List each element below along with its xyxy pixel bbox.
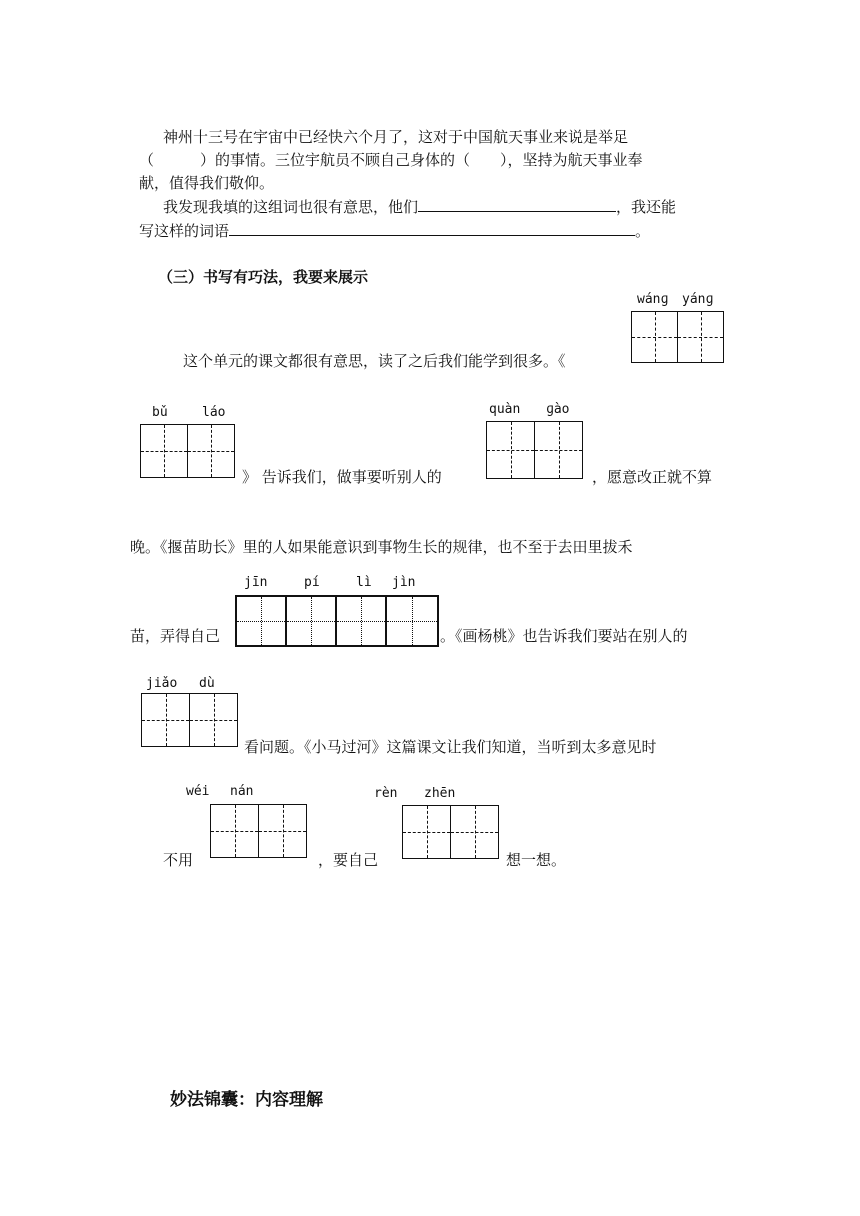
- para2-line2: [139, 219, 650, 242]
- pinyin-nan: nán: [230, 784, 254, 799]
- para2-line1-end: ，我还能: [616, 198, 677, 216]
- text-after-bulao: 》 告诉我们，做事要听别人的: [242, 468, 442, 486]
- pinyin-jin2: jìn: [392, 575, 416, 590]
- answer-underline-1[interactable]: [418, 195, 616, 212]
- tianzige-weinan[interactable]: [210, 804, 307, 858]
- tianzige-bulao[interactable]: [140, 424, 235, 478]
- para1-line2-end: ），坚持为航天事业奉: [500, 151, 643, 169]
- pinyin-quan: quàn: [489, 402, 521, 417]
- pinyin-lao: láo: [202, 405, 226, 420]
- text-buyong: 不用: [163, 851, 194, 869]
- text-after-quangao: ，愿意改正就不算: [592, 468, 713, 486]
- text-yaoziji: ，要自己: [318, 851, 379, 869]
- para1-line2: [139, 149, 643, 171]
- tianzige-jinpilijin[interactable]: [235, 595, 439, 647]
- para2-line2-text: 写这样的词语: [139, 222, 230, 240]
- pinyin-zhen: zhēn: [424, 786, 456, 801]
- tianzige-renzhen[interactable]: [402, 805, 499, 859]
- pinyin-jiao: jiǎo: [146, 676, 178, 691]
- answer-underline-2[interactable]: [229, 219, 635, 236]
- para2-line1: [163, 195, 676, 218]
- pinyin-bu: bǔ: [152, 405, 168, 420]
- pinyin-pi: pí: [304, 575, 320, 590]
- pinyin-ren: rèn: [374, 786, 398, 801]
- para2-line2-end: 。: [635, 222, 651, 240]
- pinyin-gao: ɡào: [546, 402, 570, 417]
- line-wan: 晚。《揠苗助长》里的人如果能意识到事物生长的规律，也不至于去田里拔禾: [130, 538, 633, 556]
- intro-text: 这个单元的课文都很有意思，读了之后我们能学到很多。《: [183, 352, 566, 370]
- text-miao: 苗，弄得自己: [130, 627, 221, 645]
- pinyin-wang: wánɡ: [637, 292, 669, 307]
- text-xiang: 想一想。: [506, 851, 567, 869]
- text-after-jinpi: 。《画杨桃》也告诉我们要站在别人的: [440, 627, 688, 645]
- pinyin-jin1: jīn: [244, 575, 268, 590]
- section3-title: （三）书写有巧法，我要来展示: [158, 268, 369, 286]
- text-after-jiaodu: 看问题。《小马过河》这篇课文让我们知道，当听到太多意见时: [244, 738, 657, 756]
- tianzige-quangao[interactable]: [486, 421, 583, 479]
- tips-title: 妙法锦囊：内容理解: [170, 1090, 323, 1110]
- tianzige-wangyang[interactable]: [631, 311, 724, 363]
- blank-open-1: （: [139, 151, 155, 169]
- tianzige-jiaodu[interactable]: [141, 693, 238, 747]
- pinyin-yang: yánɡ: [682, 292, 714, 307]
- para1-line2-text: ）的事情。三位宇航员不顾自己身体的（: [200, 151, 471, 169]
- para1-line1: 神州十三号在宇宙中已经快六个月了，这对于中国航天事业来说是举足: [163, 128, 629, 146]
- para2-line1-text: 我发现我填的这组词也很有意思，他们: [163, 198, 419, 216]
- pinyin-du: dù: [199, 676, 215, 691]
- pinyin-wei: wéi: [186, 784, 210, 799]
- para1-line3: 献，值得我们敬仰。: [139, 174, 275, 192]
- pinyin-li: lì: [356, 575, 372, 590]
